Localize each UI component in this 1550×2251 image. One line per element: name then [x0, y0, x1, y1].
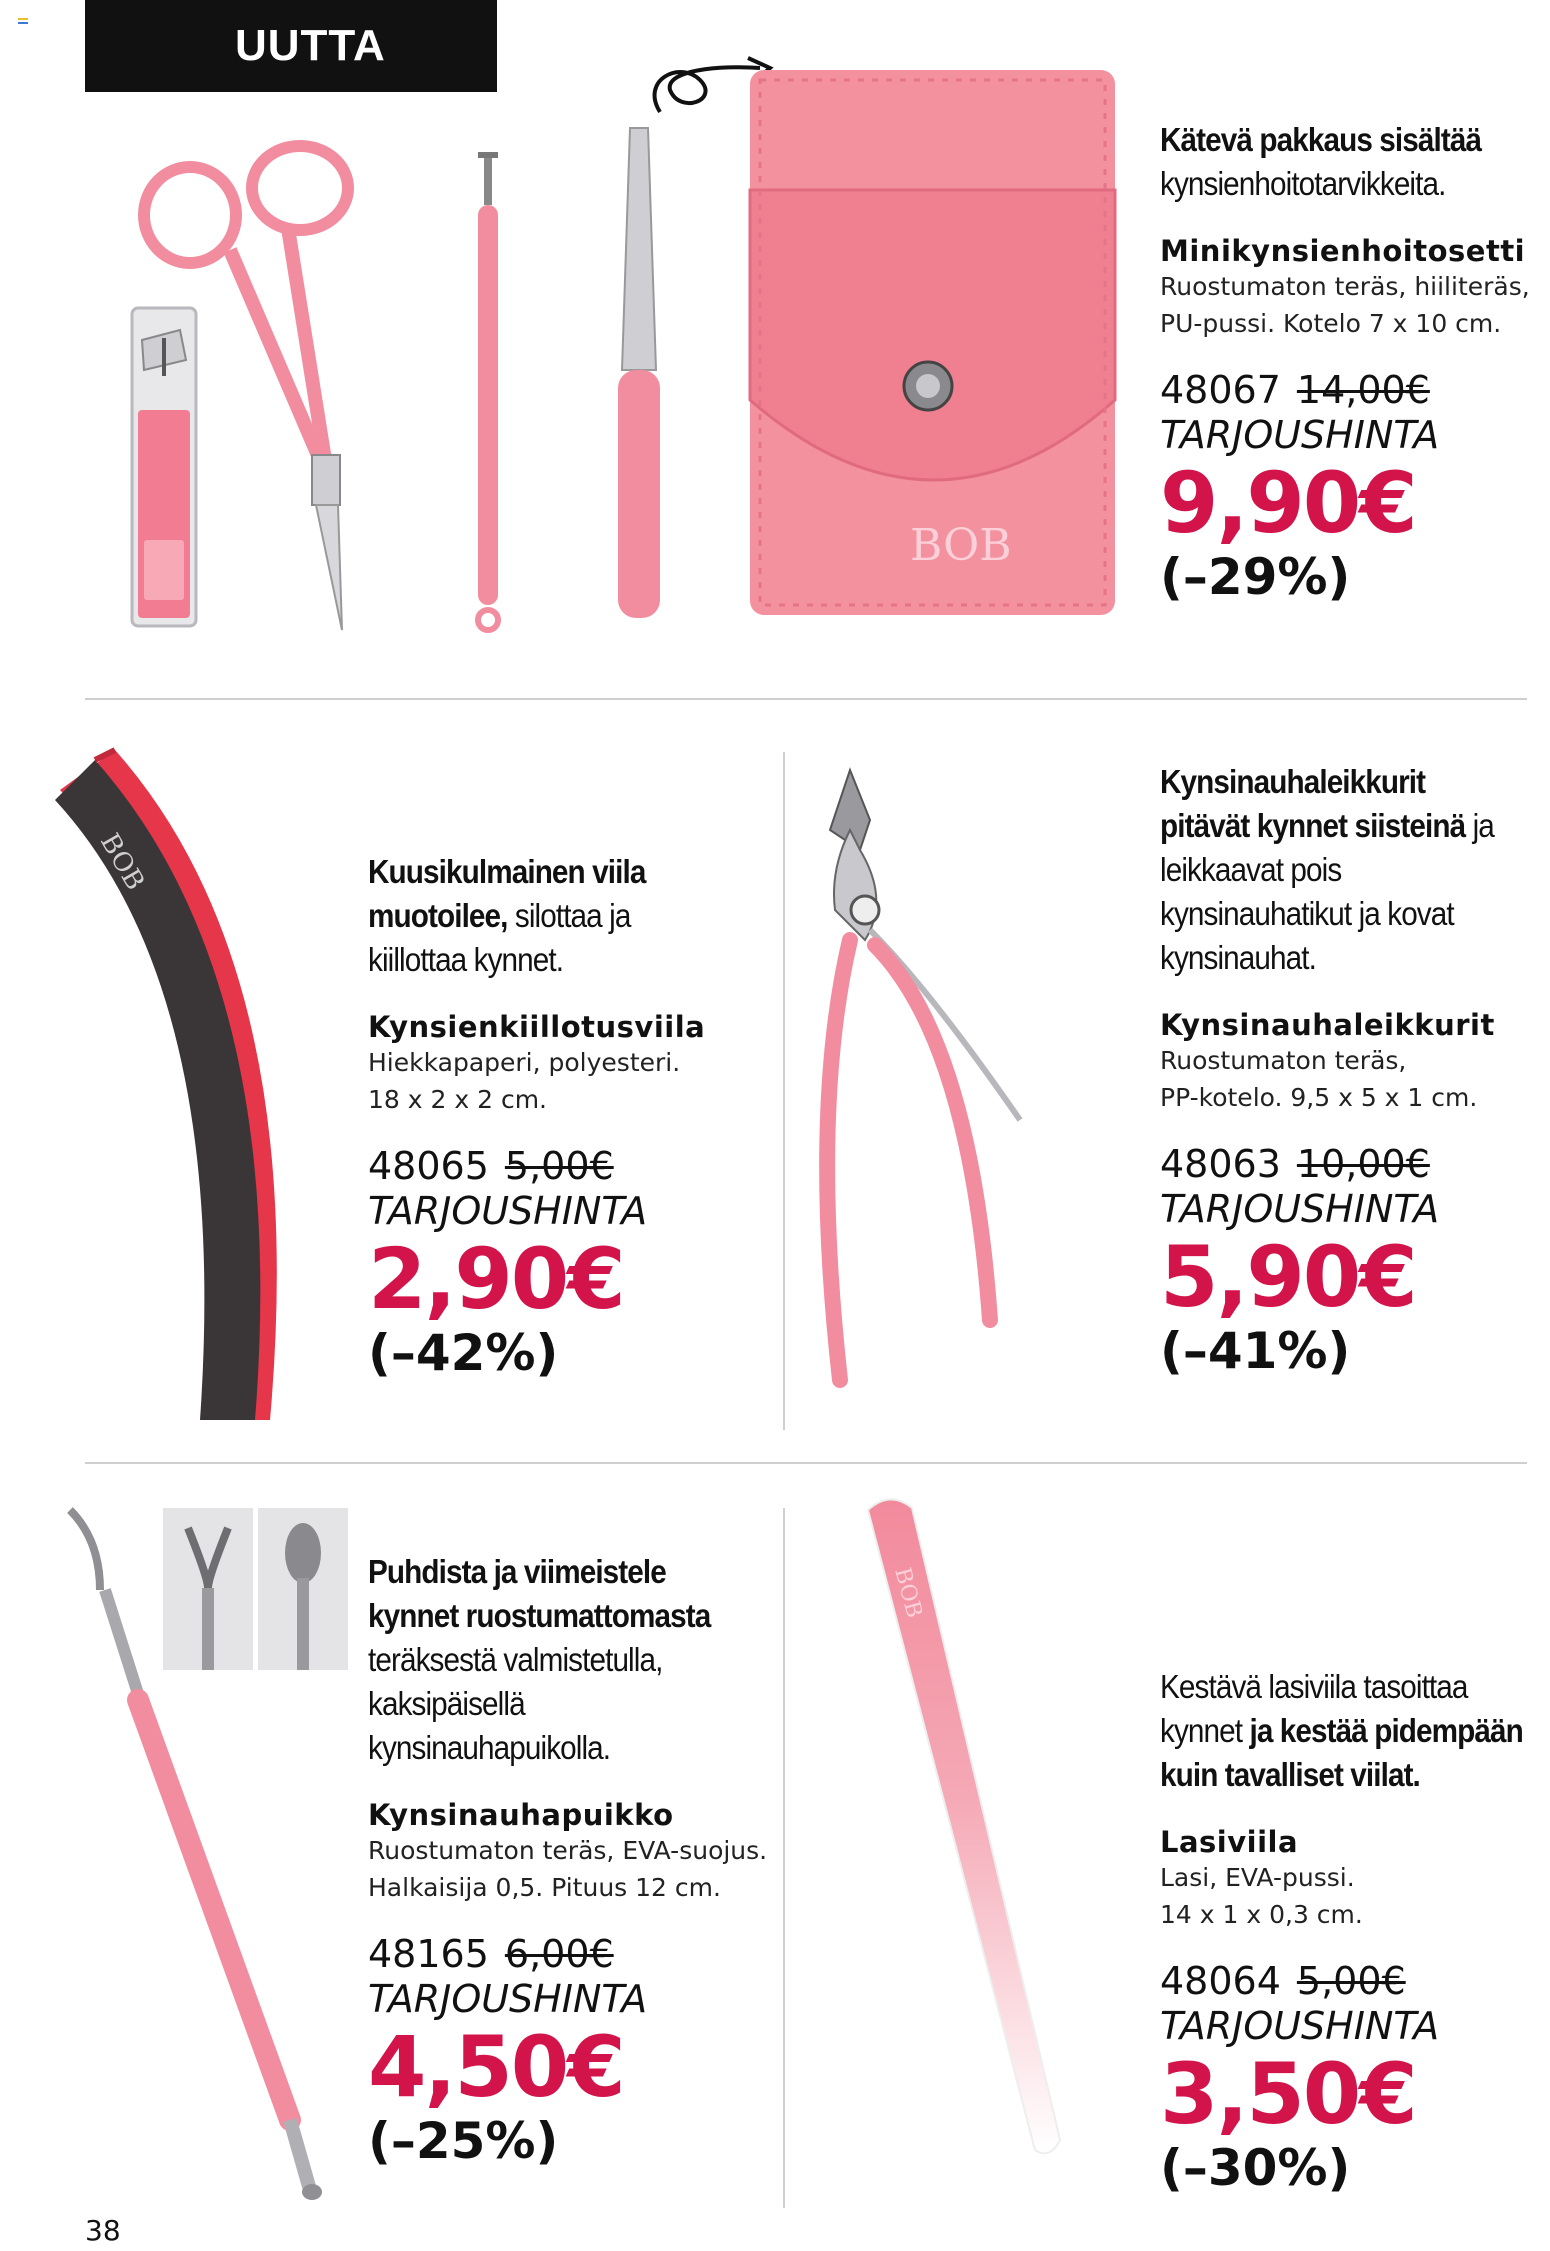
spoon-tip-thumbnail [258, 1508, 348, 1670]
product-intro [1160, 118, 1550, 206]
glass-file-image [850, 1490, 1150, 2170]
pusher-tip-thumbnail [163, 1508, 253, 1670]
svg-text:BOB: BOB [93, 828, 150, 896]
discount-percent: (–29%) [1160, 548, 1351, 606]
offer-label: TARJOUSHINTA [1160, 1187, 1440, 1231]
product-code: 48067 [1160, 368, 1281, 412]
old-price: 5,00€ [1296, 1959, 1406, 2003]
section-divider [85, 698, 1527, 700]
product-intro [1160, 1665, 1538, 1797]
intro-regular: Kestävä lasiviila tasoittaa kynnet [1160, 1668, 1468, 1749]
offer-label: TARJOUSHINTA [368, 1189, 648, 1233]
offer-label: TARJOUSHINTA [1160, 2004, 1440, 2048]
discount-percent: (–42%) [368, 1324, 559, 1382]
intro-regular: silottaa ja kiillottaa kynnet. [368, 897, 631, 978]
product-desc-line: Lasi, EVA-pussi. [1160, 1863, 1355, 1892]
intro-regular: kynsienhoitotarvikkeita. [1160, 165, 1446, 202]
product-intro [1160, 760, 1502, 980]
page-corner-mark [18, 18, 28, 26]
product-card-cuticle-nippers [1160, 760, 1550, 1380]
price-line [368, 1144, 768, 1188]
price-line [1160, 368, 1550, 412]
product-name: Kynsinauhapuikko [368, 1798, 674, 1832]
product-card-buffer-file [368, 850, 768, 1382]
product-card-glass-file [1160, 1665, 1550, 2197]
product-card-cuticle-pusher [368, 1550, 768, 2170]
product-name: Lasiviila [1160, 1825, 1299, 1859]
product-code: 48065 [368, 1144, 489, 1188]
sale-price: 2,90€ [368, 1230, 624, 1328]
product-desc-line: PU-pussi. Kotelo 7 x 10 cm. [1160, 309, 1502, 338]
page-number: 38 [85, 2214, 121, 2247]
product-intro [368, 1550, 728, 1770]
sale-price: 4,50€ [368, 2018, 624, 2116]
product-desc-line: PP-kotelo. 9,5 x 5 x 1 cm. [1160, 1083, 1478, 1112]
discount-percent: (–30%) [1160, 2139, 1351, 2197]
price-line [1160, 1959, 1550, 2003]
offer-label: TARJOUSHINTA [368, 1977, 648, 2021]
old-price: 6,00€ [504, 1932, 614, 1976]
discount-percent: (–41%) [1160, 1322, 1351, 1380]
sale-price: 5,90€ [1160, 1228, 1416, 1326]
intro-bold: Puhdista ja viimeistele kynnet ruostumattomasta [368, 1553, 711, 1634]
manicure-set-image [120, 40, 1120, 640]
new-badge: UUTTA [85, 0, 497, 92]
intro-bold: ja kestää pidempään kuin tavalliset viilat. [1160, 1712, 1523, 1793]
product-desc-line: Ruostumaton teräs, [1160, 1046, 1407, 1075]
product-intro [368, 850, 710, 982]
product-desc-line: Ruostumaton teräs, EVA-suojus. [368, 1836, 768, 1865]
product-desc-line: Ruostumaton teräs, hiiliteräs, [1160, 272, 1530, 301]
section-divider [85, 1462, 1527, 1464]
intro-regular: teräksestä valmistetulla, kaksipäisellä kynsinauhapuikolla. [368, 1641, 663, 1766]
product-name: Minikynsienhoitosetti [1160, 234, 1526, 268]
product-name: Kynsinauhaleikkurit [1160, 1008, 1495, 1042]
column-divider [783, 1508, 785, 2208]
intro-bold: Kuusikulmainen viila muotoilee, [368, 853, 646, 934]
product-code: 48165 [368, 1932, 489, 1976]
price-line [1160, 1142, 1550, 1186]
old-price: 14,00€ [1296, 368, 1430, 412]
intro-bold: Kätevä pakkaus sisältää [1160, 121, 1482, 158]
price-line [368, 1932, 768, 1976]
old-price: 10,00€ [1296, 1142, 1430, 1186]
product-code: 48064 [1160, 1959, 1281, 2003]
product-card-manicure-set [1160, 118, 1550, 606]
buffer-file-image [40, 730, 360, 1430]
sale-price: 9,90€ [1160, 454, 1416, 552]
discount-percent: (–25%) [368, 2112, 559, 2170]
sale-price: 3,50€ [1160, 2045, 1416, 2143]
intro-bold: Kynsinauhaleikkurit pitävät kynnet siisteinä [1160, 763, 1466, 844]
product-desc-line: Hiekkapaperi, polyesteri. [368, 1048, 681, 1077]
offer-label: TARJOUSHINTA [1160, 413, 1440, 457]
intro-regular: ja leikkaavat pois kynsinauhatikut ja kovat kynsinauhat. [1160, 807, 1494, 976]
product-desc-line: 14 x 1 x 0,3 cm. [1160, 1900, 1363, 1929]
product-name: Kynsienkiillotusviila [368, 1010, 706, 1044]
column-divider [783, 752, 785, 1430]
cuticle-nippers-image [790, 760, 1140, 1400]
product-desc-line: 18 x 2 x 2 cm. [368, 1085, 547, 1114]
product-desc-line: Halkaisija 0,5. Pituus 12 cm. [368, 1873, 721, 1902]
svg-text:BOB: BOB [889, 1565, 927, 1621]
product-code: 48063 [1160, 1142, 1281, 1186]
old-price: 5,00€ [504, 1144, 614, 1188]
svg-text:BOB: BOB [910, 520, 1012, 571]
